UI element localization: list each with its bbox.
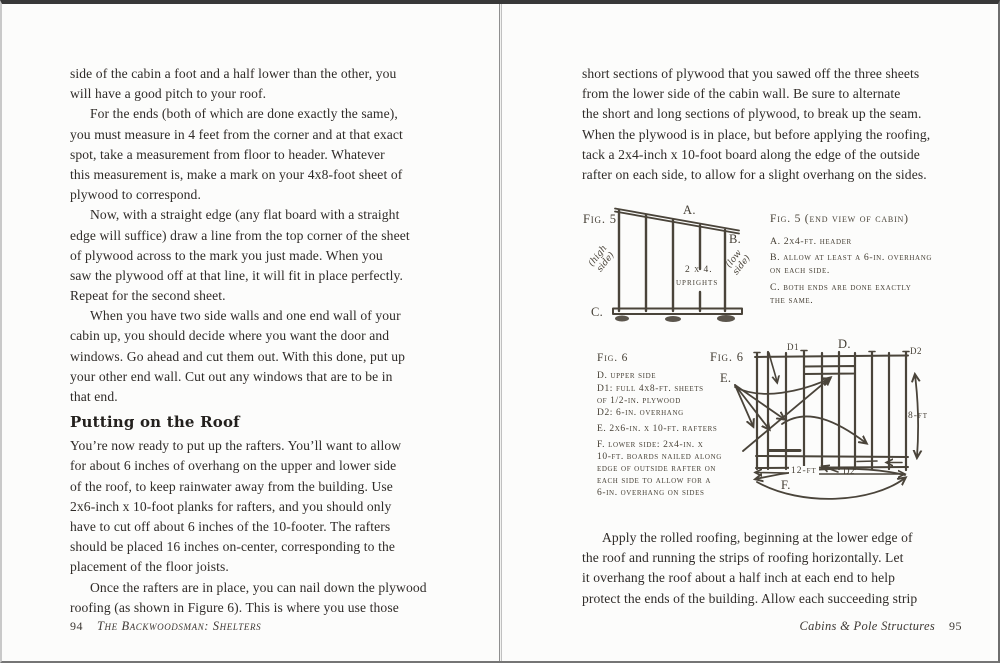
text-line: 2x6-inch x 10-foot planks for rafters, and you should only [70,498,392,514]
text-line: You’re now ready to put up the rafters. You’ll want to allow [70,438,402,454]
text-line: placement of the floor joists. [70,559,229,575]
page-right [502,4,1000,663]
text-line: saw the plywood off at that line, it will fit in place perfectly. [70,267,404,283]
text-line: will have a good pitch to your roof. [70,86,267,102]
text-line: it overhang the roof about a half inch at each end to help [582,570,896,586]
text-line: should be placed 16 inches on-center, corresponding to the [70,539,395,555]
text-line: the roof and running the strips of roofing horizontally. Let [582,550,904,566]
text-line: spot, take a measurement from floor to header. Whatever [70,146,385,162]
fig6-label-e: E. [720,371,732,385]
figure-5 [577,199,957,344]
caption-line: Fig. 5 (end view of cabin) [770,213,909,225]
fig5-label-size: 2 x 4. [685,265,713,275]
caption-line: each side to allow for a [597,476,712,486]
page-left [2,4,502,663]
text-line: For the ends (both of which are done exactly the same), [90,106,398,122]
text-line: roofing (as shown in Figure 6). This is where you use those [70,599,399,615]
text-line: protect the ends of the building. Allow each succeeding strip [582,590,918,606]
right-text-column-top [582,64,962,185]
section-heading: Putting on the Roof [70,413,240,432]
text-line: Now, with a straight edge (any flat board with a straight [90,207,400,223]
text-line: of plywood across to the mark you just made. When you [70,247,383,263]
text-line: Apply the rolled roofing, beginning at the lower edge of [602,530,913,545]
text-line: rafter on each side, to allow for a slight overhang on the sides. [582,166,927,182]
right-page-footer [582,619,962,634]
caption-line: Fig. 6 [597,352,629,364]
fig5-label-a: A. [683,203,696,217]
caption-line: 10-ft. boards nailed along [597,452,722,462]
running-title: The Backwoodsman: Shelters [97,619,262,633]
text-line: Repeat for the second sheet. [70,288,226,304]
caption-line: D1: full 4x8-ft. sheets [597,384,704,394]
paragraph [70,436,452,577]
text-line: edge will suffice) draw a line from the top corner of the sheet [70,227,410,243]
text-line: short sections of plywood that you sawed off the three sheets [582,66,920,81]
caption-line: of 1/2-in. plywood [597,396,681,406]
figure-6 [580,334,950,529]
text-line: plywood to correspond. [70,187,201,203]
fig5-label-c: C. [591,305,604,319]
fig5-label-b: B. [729,232,742,246]
caption-line: on each side. [770,265,830,276]
paragraph [70,64,452,104]
caption-line: E. 2x6-in. x 10-ft. rafters [597,424,718,434]
caption-line: D2: 6-in. overhang [597,408,684,418]
fig5-label-low-side: (low side) [724,248,753,277]
text-line: windows. Go ahead and cut them out. With this done, put up [70,348,405,364]
text-line: the short and long sections of plywood, to break up the seam. [582,106,922,122]
text-line: you must measure in 4 feet from the corner and at that exact [70,126,403,142]
text-line: tack a 2x4-inch x 10-foot board along the edge of the outside [582,146,920,162]
caption-line: 6-in. overhang on sides [597,488,705,498]
caption-line: D. upper side [597,371,657,381]
fig6-label-d2-bottom: D2 [843,466,855,476]
page-number: 94 [70,619,83,633]
fig5-label-high-side: (high side) [586,243,617,274]
text-line: from the lower side of the cabin wall. Be sure to alternate [582,86,901,102]
fig6-label-8ft: 8-ft [908,411,929,421]
caption-line: F. lower side: 2x4-in. x [597,440,704,450]
fig6-label-d2-top: D2 [910,346,922,356]
text-line: this measurement is, make a mark on your 4x8-foot sheet of [70,166,403,182]
text-line: When you have two side walls and one end wall of your [90,308,401,324]
text-line: When the plywood is in place, but before applying the roofing, [582,126,931,142]
fig5-caption [770,211,952,307]
text-line: side of the cabin a foot and a half lower than the other, you [70,66,397,81]
text-line: cabin up, you should decide where you want the door and [70,328,390,344]
fig6-title: Fig. 6 [710,350,744,364]
text-line: Once the rafters are in place, you can nail down the plywood [90,579,427,595]
caption-line: the same. [770,295,814,306]
paragraph [70,205,452,306]
fig6-label-12ft: 12-ft [791,466,817,476]
paragraph [70,578,452,618]
text-line: that end. [70,389,118,404]
text-line: your other end wall. Cut out any windows that are to be in [70,368,393,384]
left-page-footer [70,619,452,634]
caption-line: C. both ends are done exactly [770,282,912,293]
paragraph [70,104,452,205]
caption-line: edge of outside rafter on [597,464,716,474]
paragraph [70,306,452,407]
text-line: have to cut off about 6 inches of the 10-footer. The rafters [70,518,391,534]
text-line: of the roof, to keep rainwater away from the building. Use [70,478,393,494]
fig6-label-f: F. [781,478,791,492]
page-number: 95 [949,619,962,633]
figure-6-drawing [717,339,942,524]
fig5-title: Fig. 5 [583,212,617,226]
fig6-label-d1: D1 [787,342,799,352]
running-title: Cabins & Pole Structures [799,619,935,633]
fig6-caption [597,350,722,499]
right-text-column-bottom [582,528,962,609]
text-line: for about 6 inches of overhang on the upper and lower side [70,458,397,474]
caption-line: A. 2x4-ft. header [770,236,852,247]
fig6-label-d: D. [838,337,851,351]
left-text-column [70,64,452,618]
caption-line: B. allow at least a 6-in. overhang [770,252,933,263]
fig5-label-uprights: uprights [676,278,719,288]
